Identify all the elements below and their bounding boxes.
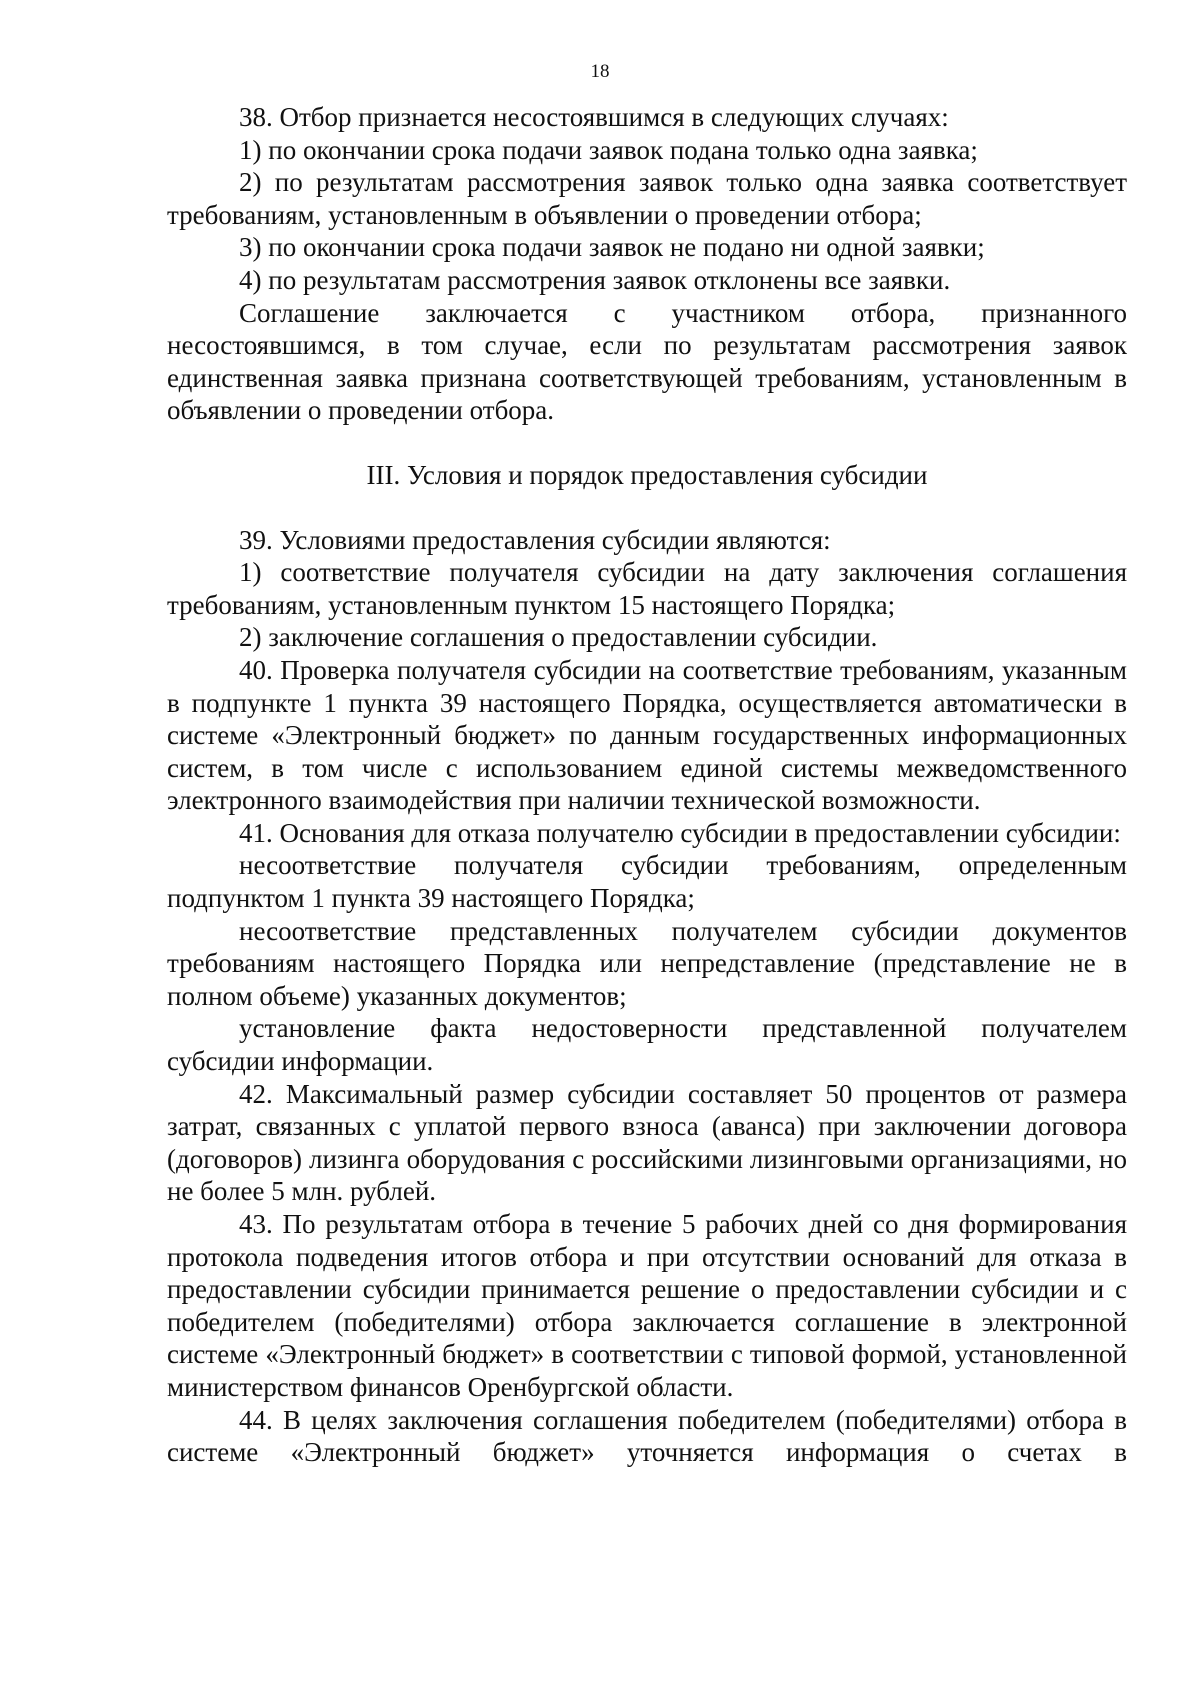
paragraph-41: 41. Основания для отказа получателю субсидии в предоставлении субсидии: — [239, 817, 1121, 848]
list-item-39-2: 2) заключение соглашения о предоставлении субсидии. — [239, 622, 878, 653]
refusal-ground-2: несоответствие представленных получателем субсидии документов требованиям настоящего Порядка или непредставление (представление не в полном объеме) указанных документов; — [167, 915, 1127, 1011]
refusal-ground-3: установление факта недостоверности представленной получателем субсидии информации. — [167, 1013, 1127, 1077]
paragraph-agreement: Соглашение заключается с участником отбора, признанного несостоявшимся, в том случае, если по результатам рассмотрения заявок единственная заявка признана соответствующей требованиям, установленным в объявлении о проведении отбора. — [167, 297, 1127, 426]
refusal-ground-1: несоответствие получателя субсидии требованиям, определенным подпунктом 1 пункта 39 настоящего Порядка; — [167, 850, 1127, 914]
paragraph-38: 38. Отбор признается несостоявшимся в следующих случаях: — [239, 102, 949, 132]
list-item-38-1: 1) по окончании срока подачи заявок подана только одна заявка; — [239, 134, 978, 165]
document-body — [167, 101, 1127, 1469]
paragraph-43: 43. По результатам отбора в течение 5 рабочих дней со дня формирования протокола подведения итогов отбора и при отсутствии оснований для отказа в предоставлении субсидии принимается решение о предоставлении субсидии и с победителем (победителями) отбора заключается соглашение в электронной системе «Электронный бюджет» в соответствии с типовой формой, установленной министерством финансов Оренбургской области. — [167, 1209, 1127, 1402]
page-number: 18 — [590, 61, 610, 82]
section-spacer-top — [167, 427, 1127, 459]
paragraph-44: 44. В целях заключения соглашения победителем (победителями) отбора в системе «Электронный бюджет» уточняется информация о счетах в — [167, 1404, 1127, 1468]
list-item-38-4: 4) по результатам рассмотрения заявок отклонены все заявки. — [239, 264, 951, 295]
list-item-39-1: 1) соответствие получателя субсидии на дату заключения соглашения требованиям, установленным пунктом 15 настоящего Порядка; — [167, 557, 1127, 620]
paragraph-40: 40. Проверка получателя субсидии на соответствие требованиям, указанным в подпункте 1 пункта 39 настоящего Порядка, осуществляется автоматически в системе «Электронный бюджет» по данным государственных информационных систем, в том числе с использованием единой системы межведомственного электронного взаимодействия при наличии технической возможности. — [167, 654, 1127, 816]
paragraph-42: 42. Максимальный размер субсидии составляет 50 процентов от размера затрат, связанных с уплатой первого взноса (аванса) при заключении договора (договоров) лизинга оборудования с российскими лизинговыми организациями, но не более 5 млн. рублей. — [167, 1078, 1127, 1207]
list-item-38-3: 3) по окончании срока подачи заявок не подано ни одной заявки; — [239, 232, 985, 263]
list-item-38-2: 2) по результатам рассмотрения заявок только одна заявка соответствует требованиям, установленным в объявлении о проведении отбора; — [167, 167, 1127, 230]
section-heading: III. Условия и порядок предоставления субсидии — [366, 459, 928, 490]
paragraph-39: 39. Условиями предоставления субсидии являются: — [239, 524, 831, 555]
section-spacer-bottom — [167, 492, 1127, 524]
